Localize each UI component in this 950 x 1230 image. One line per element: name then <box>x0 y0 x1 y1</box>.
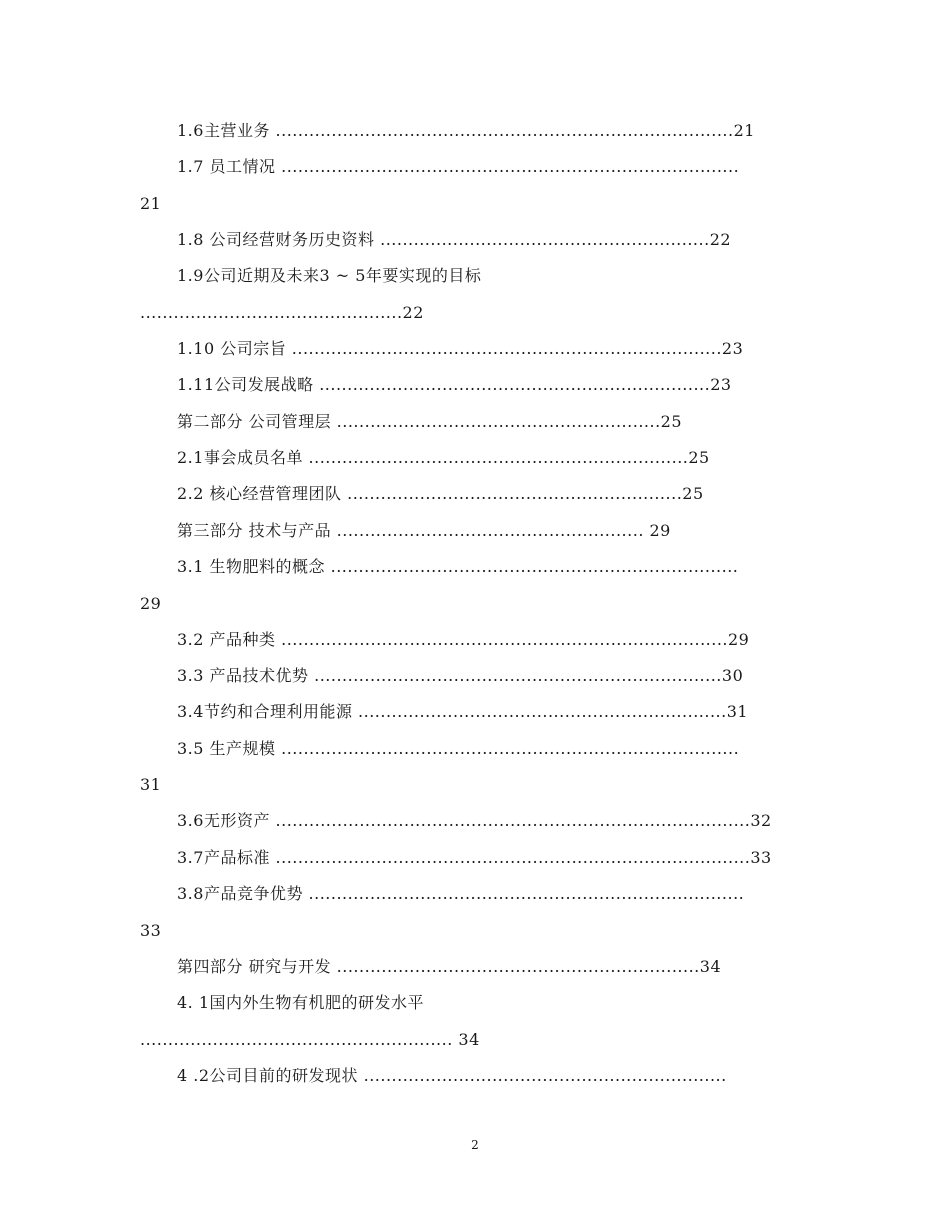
toc-entry-1-10: 1.10 公司宗旨 .............................................................................23 <box>177 339 744 358</box>
toc-entry-2-1: 2.1事会成员名单 ....................................................................25 <box>177 448 710 467</box>
toc-entry-part-4: 第四部分 研究与开发 .................................................................34 <box>177 957 722 976</box>
toc-entry-3-5: 3.5 生产规模 .................................................................................. <box>177 739 740 758</box>
toc-entry-3-6: 3.6无形资产 .....................................................................................32 <box>177 811 772 830</box>
toc-entry-3-1: 3.1 生物肥料的概念 ......................................................................... <box>177 557 739 576</box>
toc-entry-1-9-page: ...............................................22 <box>140 303 424 322</box>
toc-entry-4-1: 4. 1国内外生物有机肥的研发水平 <box>177 993 425 1012</box>
toc-entry-3-7: 3.7产品标准 .....................................................................................33 <box>177 848 772 867</box>
toc-entry-3-1-page: 29 <box>140 594 162 613</box>
toc-entry-3-2: 3.2 产品种类 ................................................................................29 <box>177 630 750 649</box>
toc-entry-1-9: 1.9公司近期及未来3 ~ 5年要实现的目标 <box>177 266 482 285</box>
toc-entry-part-3: 第三部分 技术与产品 ....................................................... 29 <box>177 521 671 540</box>
toc-entry-2-2: 2.2 核心经营管理团队 ............................................................25 <box>177 484 704 503</box>
toc-entry-3-8: 3.8产品竞争优势 .............................................................................. <box>177 884 745 903</box>
toc-entry-1-6: 1.6主营业务 ..................................................................................21 <box>177 121 755 140</box>
toc-entry-3-8-page: 33 <box>140 921 162 940</box>
toc-entry-3-3: 3.3 产品技术优势 .........................................................................30 <box>177 666 744 685</box>
toc-entry-1-7-page: 21 <box>140 194 162 213</box>
page-number: 2 <box>471 1138 479 1152</box>
toc-entry-4-2: 4 .2公司目前的研发现状 ................................................................. <box>177 1066 727 1085</box>
toc-entry-4-1-page: ........................................................ 34 <box>140 1030 480 1049</box>
toc-entry-1-11: 1.11公司发展战略 ......................................................................23 <box>177 375 732 394</box>
toc-entry-1-8: 1.8 公司经营财务历史资料 ...........................................................22 <box>177 230 732 249</box>
toc-entry-3-4: 3.4节约和合理利用能源 ..................................................................31 <box>177 702 749 721</box>
toc-entry-3-5-page: 31 <box>140 775 162 794</box>
toc-entry-1-7: 1.7 员工情况 .................................................................................. <box>177 157 740 176</box>
toc-entry-part-2: 第二部分 公司管理层 ..........................................................25 <box>177 412 683 431</box>
